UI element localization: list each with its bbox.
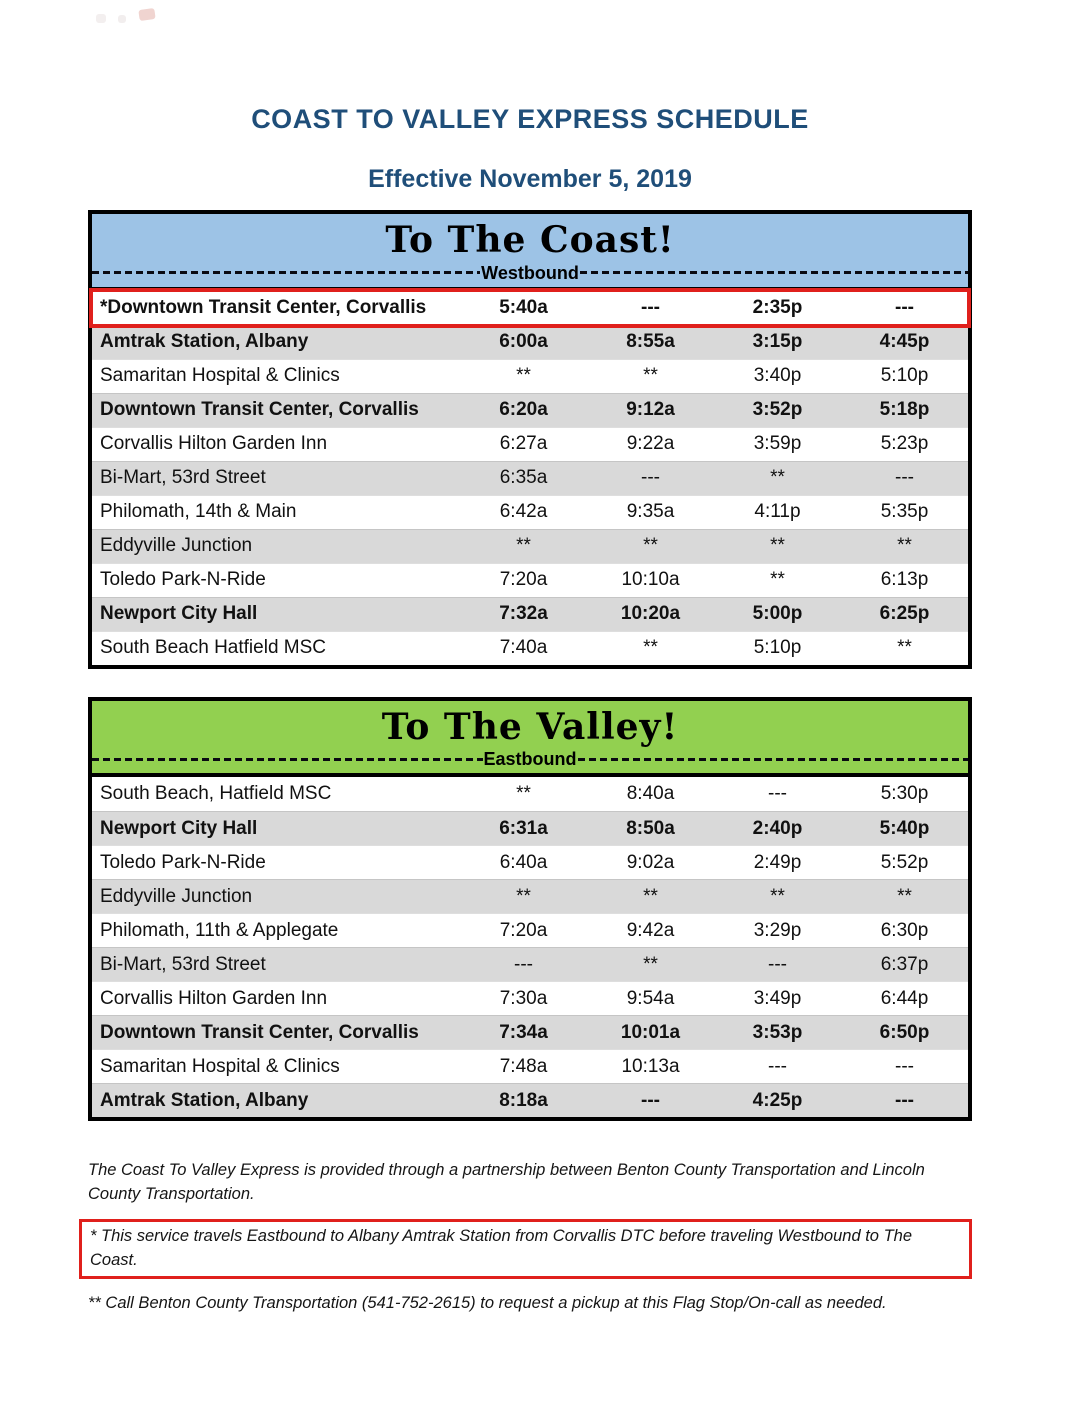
time-cell: 5:30p — [880, 783, 929, 805]
time-cell: 6:20a — [499, 399, 548, 421]
time-cell: ** — [516, 783, 531, 805]
time-cell: 6:50p — [879, 1021, 930, 1043]
time-cell: 9:22a — [626, 433, 675, 455]
time-cell: 8:18a — [499, 1089, 548, 1111]
time-cell: 10:01a — [620, 1021, 681, 1043]
time-cell: 4:45p — [879, 331, 930, 353]
stop-name: Bi-Mart, 53rd Street — [100, 953, 266, 975]
time-cell: 7:48a — [499, 1055, 548, 1077]
schedule-row — [92, 529, 968, 563]
time-cell: --- — [641, 1089, 660, 1111]
time-cell: 3:49p — [753, 987, 802, 1009]
time-cell: 6:00a — [499, 331, 548, 353]
time-cell: 5:35p — [880, 501, 929, 523]
westbound-rows — [92, 291, 968, 665]
schedule-row — [92, 879, 968, 913]
schedule-row — [92, 325, 968, 359]
time-cell: ** — [897, 535, 912, 557]
time-cell: 7:20a — [499, 569, 548, 591]
stop-name: Newport City Hall — [100, 817, 258, 839]
schedule-row — [92, 597, 968, 631]
schedule-row — [92, 291, 968, 325]
time-cell: 6:27a — [499, 433, 548, 455]
stop-name: Amtrak Station, Albany — [100, 1089, 309, 1111]
time-cell: --- — [895, 1055, 914, 1077]
time-cell: 5:00p — [752, 603, 803, 625]
time-cell: --- — [895, 1089, 914, 1111]
time-cell: 5:18p — [879, 399, 930, 421]
stop-name: Downtown Transit Center, Corvallis — [100, 1021, 419, 1043]
stop-name: Downtown Transit Center, Corvallis — [100, 399, 419, 421]
time-cell: 9:54a — [626, 987, 675, 1009]
time-cell: ** — [516, 535, 531, 557]
stop-name: Philomath, 14th & Main — [100, 501, 297, 523]
stop-name: Corvallis Hilton Garden Inn — [100, 433, 328, 455]
eastbound-header-band — [92, 701, 968, 778]
westbound-direction-divider — [92, 264, 968, 282]
westbound-header-band — [92, 214, 968, 291]
time-cell: 7:32a — [499, 603, 548, 625]
time-cell: ** — [643, 885, 658, 907]
time-cell: 10:10a — [621, 569, 680, 591]
schedule-row — [92, 495, 968, 529]
dashed-line — [92, 758, 483, 761]
asterisk-note-highlighted: * This service travels Eastbound to Albany Amtrak Station from Corvallis DTC before traveling Westbound to The Coast. — [79, 1219, 972, 1279]
eastbound-title: To The Valley! — [381, 705, 679, 748]
time-cell: 4:25p — [752, 1089, 803, 1111]
time-cell: ** — [516, 365, 531, 387]
dashed-line — [92, 271, 480, 274]
time-cell: 6:31a — [499, 817, 548, 839]
eastbound-direction-label: Eastbound — [483, 749, 577, 770]
time-cell: 8:40a — [626, 783, 675, 805]
time-cell: 3:29p — [753, 919, 802, 941]
time-cell: ** — [516, 885, 531, 907]
page-title: COAST TO VALLEY EXPRESS SCHEDULE — [251, 104, 809, 134]
stop-name: Samaritan Hospital & Clinics — [100, 365, 340, 387]
eastbound-rows — [92, 777, 968, 1117]
schedule-row — [92, 427, 968, 461]
stop-name: Amtrak Station, Albany — [100, 331, 309, 353]
schedule-row — [92, 631, 968, 665]
schedule-row — [92, 1049, 968, 1083]
time-cell: 8:50a — [626, 817, 675, 839]
eastbound-direction-divider — [92, 750, 968, 768]
time-cell: ** — [770, 569, 785, 591]
schedule-row — [92, 359, 968, 393]
schedule-row — [92, 845, 968, 879]
time-cell: 5:40p — [879, 817, 930, 839]
double-asterisk-note: ** Call Benton County Transportation (541-752-2615) to request a pickup at this Flag Stop/On-call as needed. — [88, 1293, 887, 1312]
stop-name: Newport City Hall — [100, 603, 258, 625]
schedule-document — [88, 0, 972, 1328]
time-cell: 5:10p — [753, 637, 802, 659]
time-cell: 2:49p — [753, 851, 802, 873]
time-cell: ** — [643, 953, 658, 975]
time-cell: 6:35a — [499, 467, 548, 489]
time-cell: 3:15p — [752, 331, 803, 353]
time-cell: ** — [643, 637, 658, 659]
schedule-row — [92, 563, 968, 597]
time-cell: 4:11p — [754, 501, 801, 523]
stop-name: Toledo Park-N-Ride — [100, 569, 266, 591]
time-cell: 9:42a — [626, 919, 675, 941]
time-cell: 3:52p — [752, 399, 803, 421]
time-cell: 7:40a — [499, 637, 548, 659]
stop-name: Toledo Park-N-Ride — [100, 851, 266, 873]
time-cell: 5:10p — [880, 365, 929, 387]
time-cell: 3:53p — [752, 1021, 803, 1043]
time-cell: 7:20a — [499, 919, 548, 941]
stop-name: Bi-Mart, 53rd Street — [100, 467, 266, 489]
time-cell: 5:23p — [880, 433, 929, 455]
schedule-row — [92, 947, 968, 981]
time-cell: 6:30p — [880, 919, 929, 941]
time-cell: 6:42a — [499, 501, 548, 523]
stop-name: *Downtown Transit Center, Corvallis — [100, 296, 427, 318]
eastbound-schedule-table — [88, 697, 972, 1122]
schedule-row — [92, 1083, 968, 1117]
footnotes — [88, 1159, 972, 1316]
time-cell: ** — [643, 535, 658, 557]
effective-date: Effective November 5, 2019 — [368, 165, 692, 193]
time-cell: 3:40p — [753, 365, 802, 387]
time-cell: 6:13p — [880, 569, 929, 591]
stop-name: Corvallis Hilton Garden Inn — [100, 987, 328, 1009]
schedule-row — [92, 913, 968, 947]
time-cell: ** — [643, 365, 658, 387]
time-cell: 6:40a — [499, 851, 548, 873]
time-cell: ** — [770, 467, 785, 489]
schedule-row — [92, 811, 968, 845]
stop-name: Eddyville Junction — [100, 535, 253, 557]
time-cell: --- — [768, 953, 787, 975]
stop-name: South Beach, Hatfield MSC — [100, 783, 332, 805]
stop-name: South Beach Hatfield MSC — [100, 637, 327, 659]
time-cell: 3:59p — [753, 433, 802, 455]
time-cell: 2:35p — [752, 296, 803, 318]
time-cell: 6:44p — [880, 987, 929, 1009]
schedule-row — [92, 461, 968, 495]
time-cell: --- — [641, 296, 660, 318]
westbound-direction-label: Westbound — [481, 262, 579, 283]
time-cell: 10:20a — [620, 603, 681, 625]
time-cell: 10:13a — [621, 1055, 680, 1077]
time-cell: 6:37p — [880, 953, 929, 975]
time-cell: 7:34a — [499, 1021, 548, 1043]
time-cell: 9:12a — [626, 399, 675, 421]
time-cell: ** — [897, 637, 912, 659]
time-cell: 9:35a — [626, 501, 675, 523]
stop-name: Philomath, 11th & Applegate — [100, 919, 339, 941]
time-cell: 2:40p — [752, 817, 803, 839]
time-cell: ** — [770, 535, 785, 557]
time-cell: 8:55a — [626, 331, 675, 353]
time-cell: --- — [768, 1055, 787, 1077]
time-cell: ** — [897, 885, 912, 907]
time-cell: --- — [641, 467, 660, 489]
partnership-note: The Coast To Valley Express is provided through a partnership between Benton County Transportation and Lincoln County Transportation. — [88, 1161, 925, 1204]
time-cell: --- — [514, 953, 533, 975]
time-cell: --- — [895, 296, 914, 318]
dashed-line — [580, 271, 968, 274]
schedule-row — [92, 981, 968, 1015]
time-cell: 5:52p — [880, 851, 929, 873]
time-cell: ** — [770, 885, 785, 907]
time-cell: --- — [895, 467, 914, 489]
stop-name: Samaritan Hospital & Clinics — [100, 1055, 340, 1077]
schedule-row — [92, 393, 968, 427]
westbound-schedule-table — [88, 210, 972, 669]
westbound-title: To The Coast! — [385, 219, 675, 261]
schedule-row — [92, 1015, 968, 1049]
stop-name: Eddyville Junction — [100, 885, 253, 907]
time-cell: 6:25p — [879, 603, 930, 625]
time-cell: 5:40a — [499, 296, 548, 318]
time-cell: --- — [768, 783, 787, 805]
time-cell: 9:02a — [626, 851, 675, 873]
schedule-row — [92, 777, 968, 811]
dashed-line — [578, 758, 969, 761]
time-cell: 7:30a — [499, 987, 548, 1009]
